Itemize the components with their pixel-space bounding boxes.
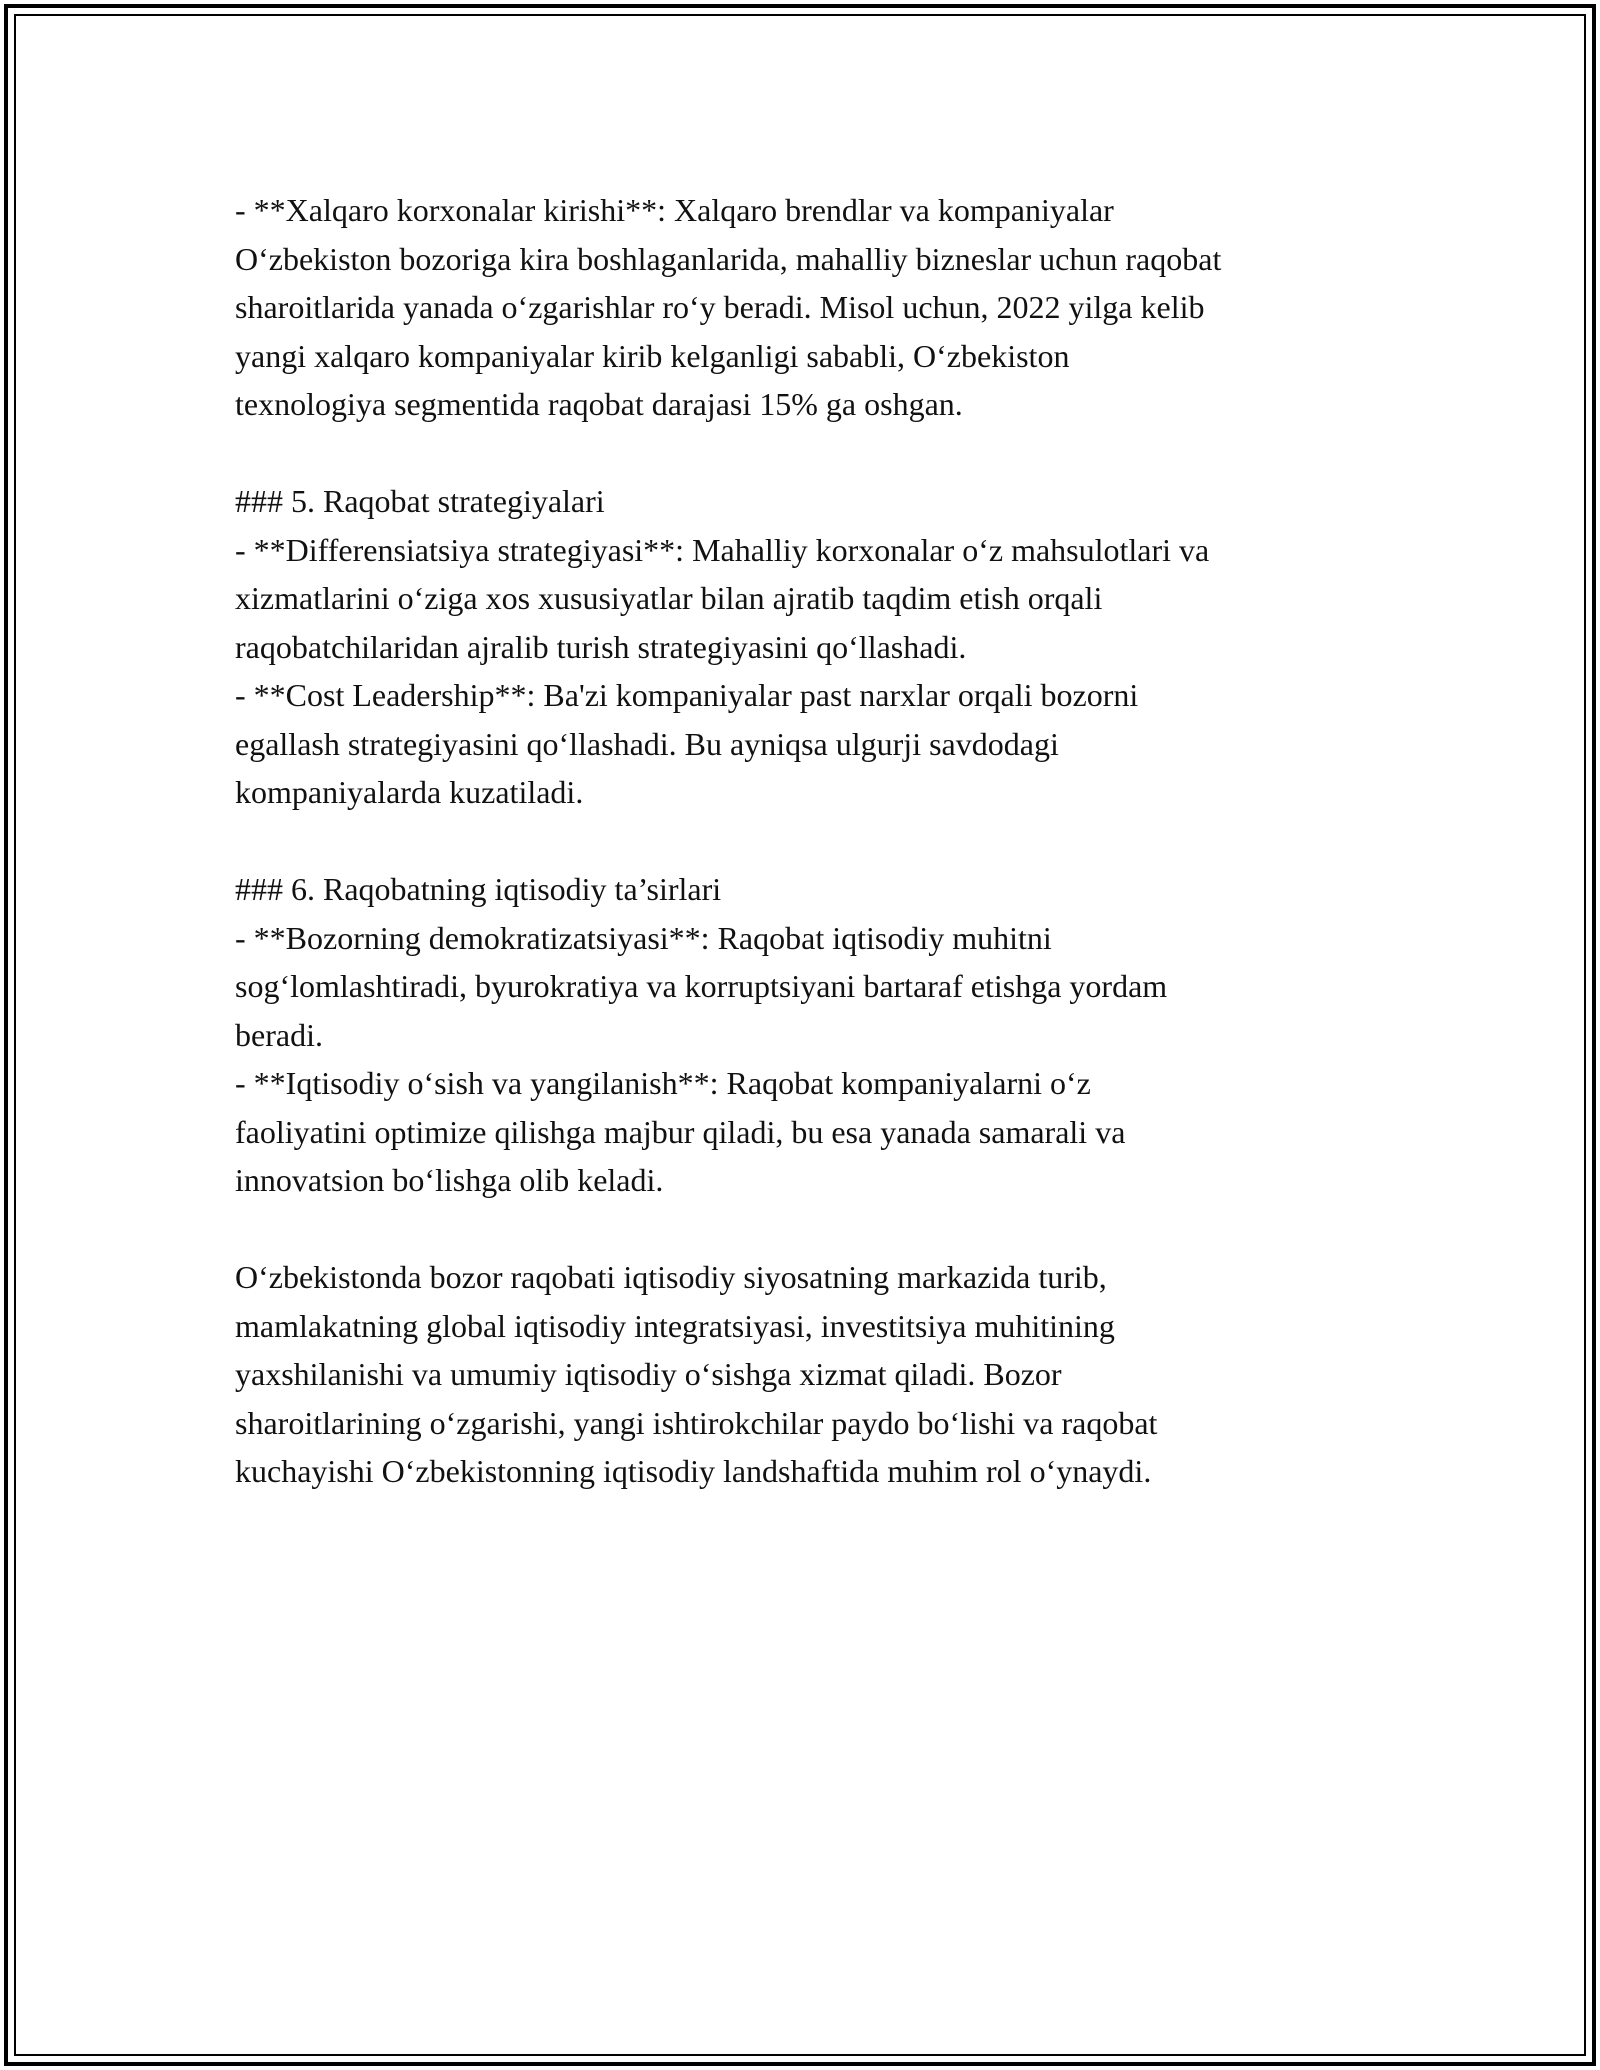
- text-line: - **Xalqaro korxonalar kirishi**: Xalqaro brendlar va kompaniyalar: [235, 192, 1114, 228]
- text-line: beradi.: [235, 1016, 323, 1053]
- text-line: egallash strategiyasini qo‘llashadi. Bu ayniqsa ulgurji savdodagi: [235, 725, 1059, 762]
- text-line: - **Iqtisodiy o‘sish va yangilanish**: Raqobat kompaniyalarni o‘z: [235, 1065, 1091, 1101]
- paragraph-conclusion: [235, 1253, 1395, 1496]
- text-line: faoliyatini optimize qilishga majbur qiladi, bu esa yanada samarali va: [235, 1113, 1126, 1150]
- section-economic-effects: [235, 865, 1395, 1205]
- paragraph-international-entry: [235, 186, 1395, 429]
- text-line: O‘zbekistonda bozor raqobati iqtisodiy siyosatning markazida turib,: [235, 1259, 1107, 1295]
- text-line: sog‘lomlashtiradi, byurokratiya va korruptsiyani bartaraf etishga yordam: [235, 968, 1168, 1004]
- text-line: yaxshilanishi va umumiy iqtisodiy o‘sishga xizmat qiladi. Bozor: [235, 1356, 1062, 1392]
- text-line: - **Bozorning demokratizatsiyasi**: Raqobat iqtisodiy muhitni: [235, 919, 1052, 956]
- text-line: innovatsion bo‘lishga olib keladi.: [235, 1162, 664, 1198]
- section-competition-strategies: [235, 477, 1395, 817]
- text-line: sharoitlarida yanada o‘zgarishlar ro‘y beradi. Misol uchun, 2022 yilga kelib: [235, 289, 1205, 325]
- text-line: kompaniyalarda kuzatiladi.: [235, 774, 584, 810]
- blank-line: [235, 1205, 1395, 1254]
- text-line: mamlakatning global iqtisodiy integratsiyasi, investitsiya muhitining: [235, 1307, 1115, 1344]
- text-line: sharoitlarining o‘zgarishi, yangi ishtirokchilar paydo bo‘lishi va raqobat: [235, 1404, 1158, 1441]
- section-heading: ### 6. Raqobatning iqtisodiy ta’sirlari: [235, 871, 722, 907]
- text-line: - **Cost Leadership**: Ba'zi kompaniyalar past narxlar orqali bozorni: [235, 677, 1139, 713]
- text-line: yangi xalqaro kompaniyalar kirib kelganligi sababli, O‘zbekiston: [235, 337, 1070, 374]
- text-line: kuchayishi O‘zbekistonning iqtisodiy landshaftida muhim rol o‘ynaydi.: [235, 1453, 1152, 1489]
- section-heading: ### 5. Raqobat strategiyalari: [235, 483, 605, 519]
- blank-line: [235, 429, 1395, 478]
- text-line: xizmatlarini o‘ziga xos xususiyatlar bilan ajratib taqdim etish orqali: [235, 580, 1103, 616]
- text-line: texnologiya segmentida raqobat darajasi 15% ga oshgan.: [235, 386, 963, 422]
- text-line: - **Differensiatsiya strategiyasi**: Mahalliy korxonalar o‘z mahsulotlari va: [235, 531, 1210, 568]
- blank-line: [235, 817, 1395, 866]
- text-line: raqobatchilaridan ajralib turish strategiyasini qo‘llashadi.: [235, 628, 967, 665]
- document-body: [235, 186, 1395, 1496]
- text-line: O‘zbekiston bozoriga kira boshlaganlarida, mahalliy bizneslar uchun raqobat: [235, 240, 1222, 277]
